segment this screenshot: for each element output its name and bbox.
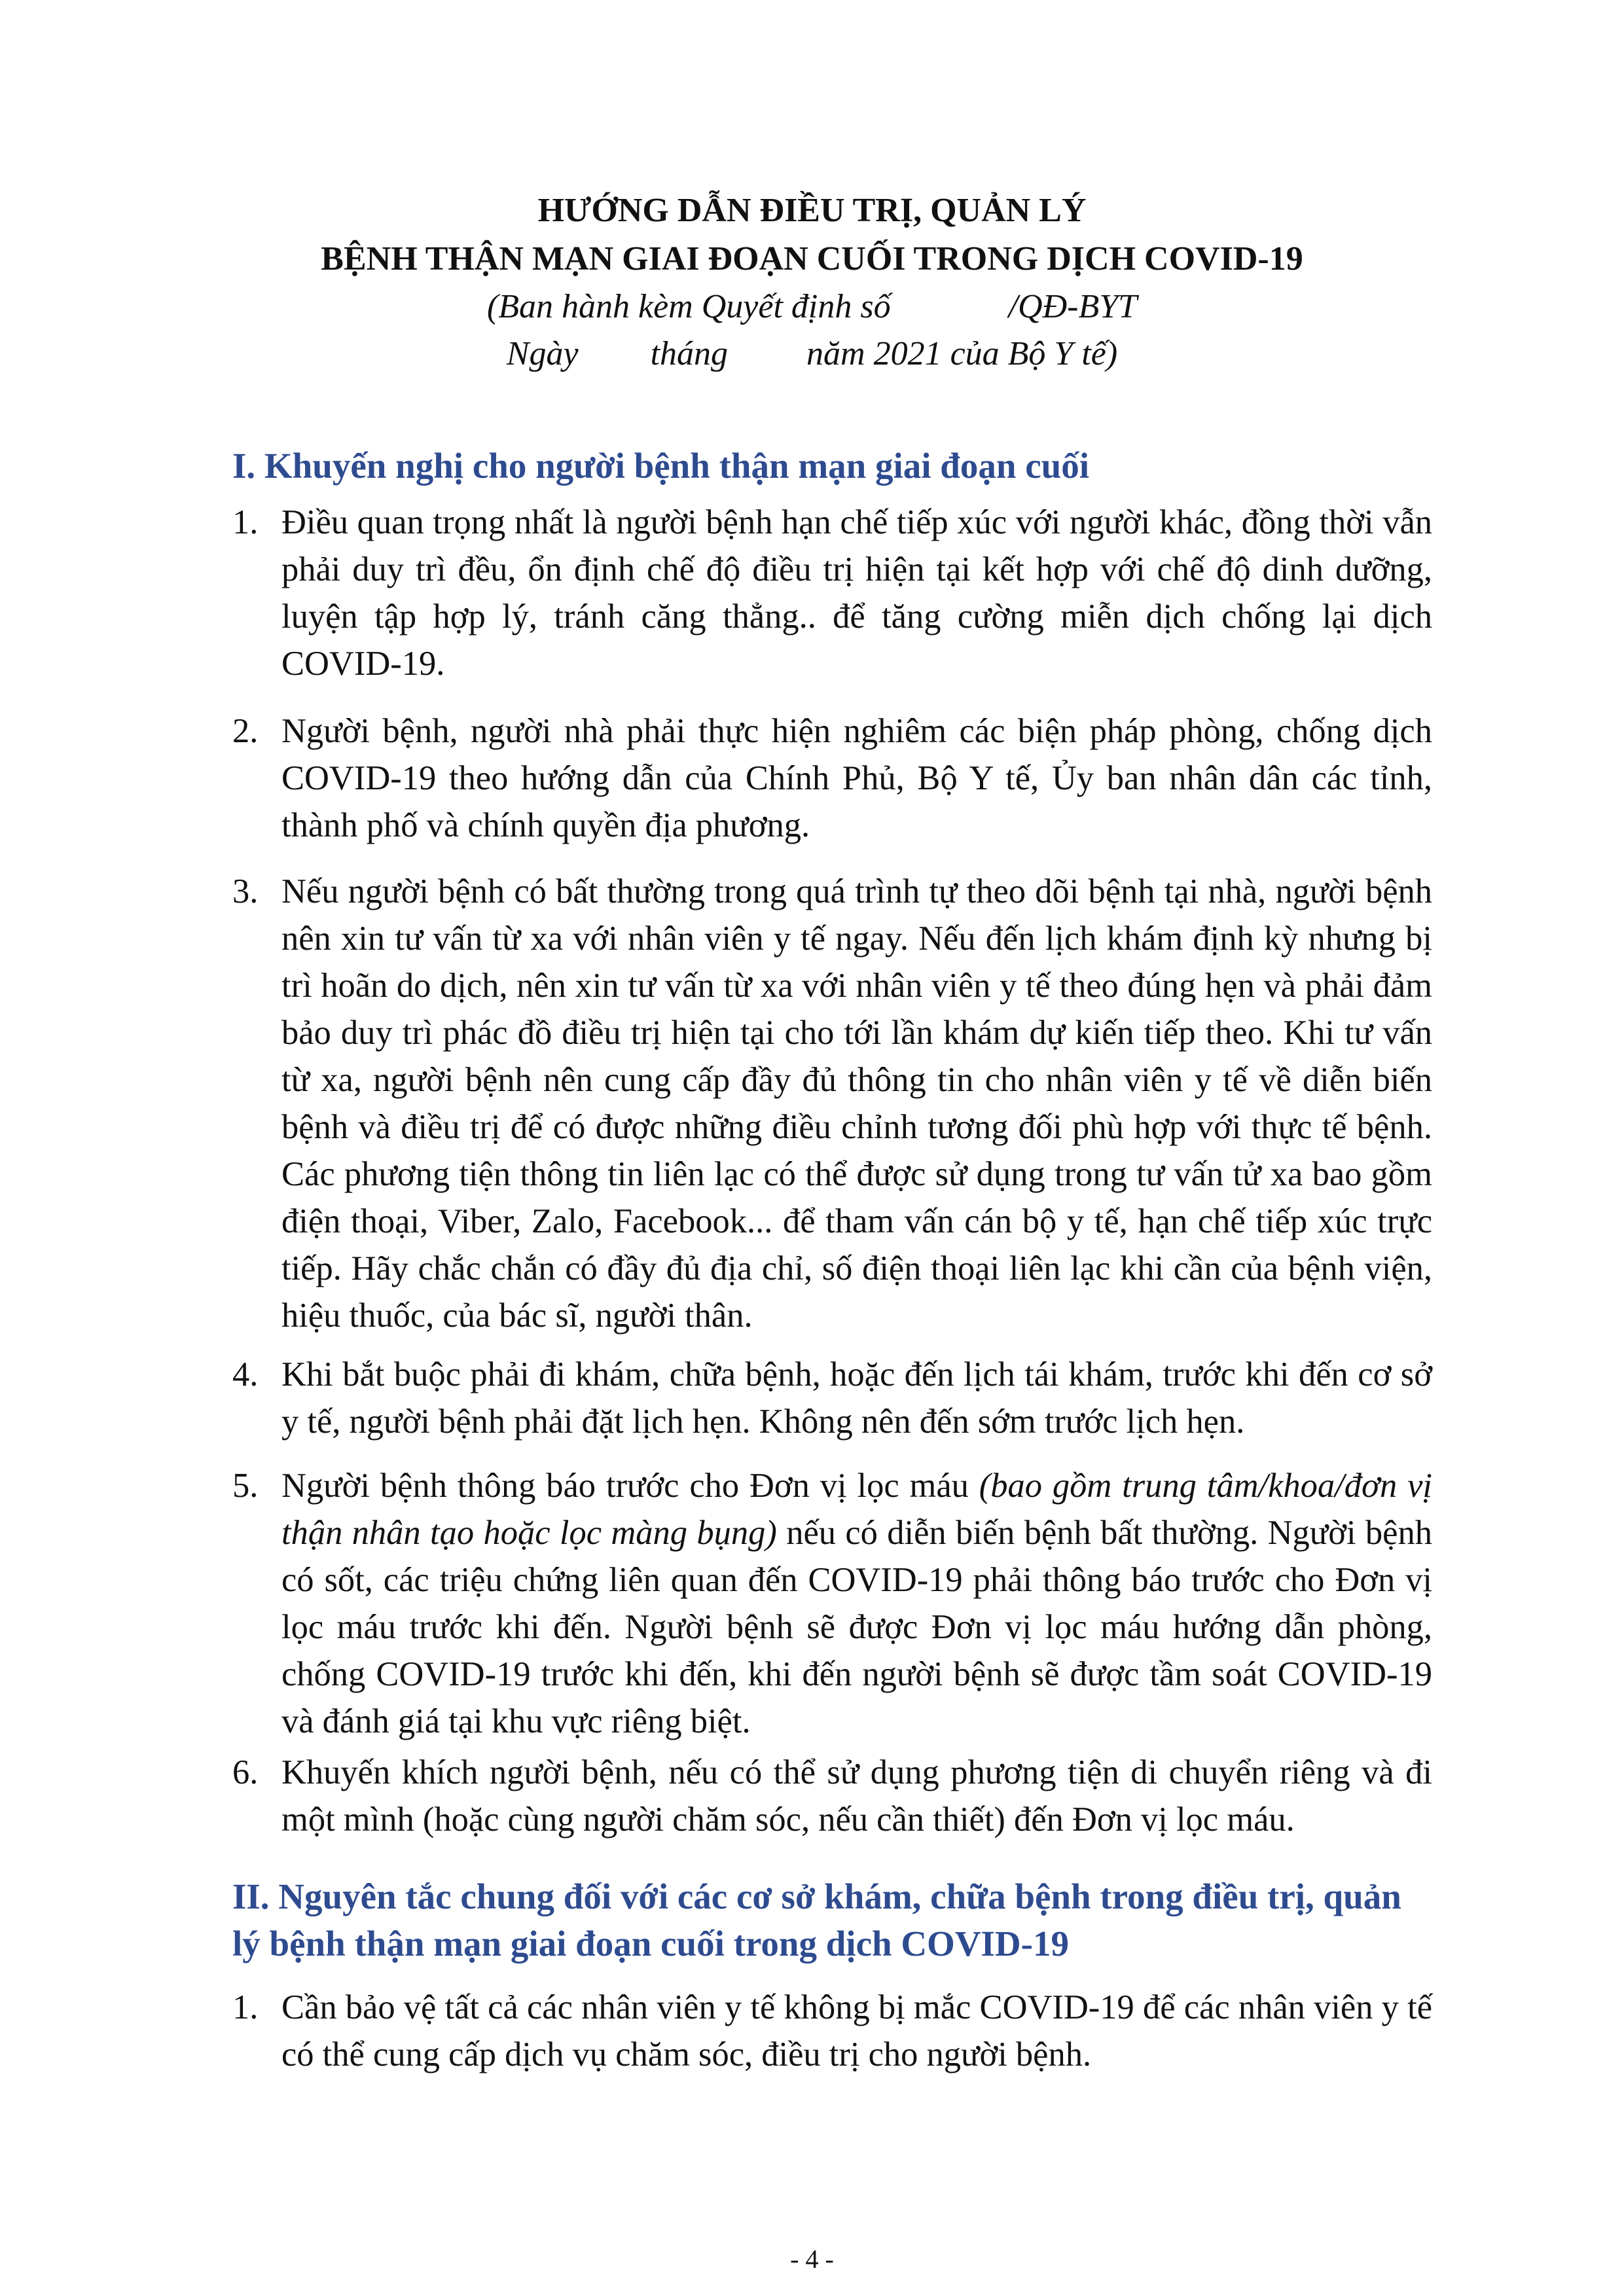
item-text-italic: (bao gồm trung tâm/khoa/đơn vị thận nhân tạo hoặc lọc màng bụng) <box>281 1467 1433 1552</box>
item-text: Người bệnh, người nhà phải thực hiện nghiêm các biện pháp phòng, chống dịch COVID-19 theo hướng dẫn của Chính Phủ, Bộ Y tế, Ủy ban nhân dân các tỉnh, thành phố và chính quyền địa phương. <box>281 712 1432 844</box>
item-text-after: nếu có diễn biến bệnh bất thường. Người bệnh có sốt, các triệu chứng liên quan đến COVID-19 phải thông báo trước cho Đơn vị lọc máu trước khi đến. Người bệnh sẽ được Đơn vị lọc máu hướng dẫn phòng, chống COVID-19 trước khi đến, khi đến người bệnh sẽ được tầm soát COVID-19 và đánh giá tại khu vực riêng biệt. <box>281 1514 1432 1740</box>
item-number: 1. <box>232 1988 259 2026</box>
item-text-before: Người bệnh thông báo trước cho Đơn vị lọc máu <box>281 1467 979 1505</box>
subtitle-line-2 <box>196 331 1428 378</box>
subtitle-decision-code: /QĐ-BYT <box>1008 288 1138 325</box>
section-1-item-6 <box>232 1749 1432 1843</box>
section-1-heading: I. Khuyến nghị cho người bệnh thận mạn giai đoạn cuối <box>232 446 1089 486</box>
item-text <box>281 1462 1432 1745</box>
section-1-item-2 <box>232 708 1432 849</box>
subtitle-day-label: Ngày <box>506 335 579 372</box>
section-1-item-5 <box>232 1462 1432 1745</box>
item-number: 5. <box>232 1467 259 1505</box>
page-number: - 4 - <box>790 2244 834 2274</box>
section-1-item-3 <box>232 868 1432 1339</box>
item-text: Cần bảo vệ tất cả các nhân viên y tế không bị mắc COVID-19 để các nhân viên y tế có thể cung cấp dịch vụ chăm sóc, điều trị cho người bệnh. <box>281 1988 1432 2073</box>
title-line-2: BỆNH THẬN MẠN GIAI ĐOẠN CUỐI TRONG DỊCH COVID-19 <box>321 240 1303 278</box>
subtitle-line-1 <box>196 283 1428 331</box>
item-number: 4. <box>232 1355 259 1393</box>
item-text: Khi bắt buộc phải đi khám, chữa bệnh, hoặc đến lịch tái khám, trước khi đến cơ sở y tế, người bệnh phải đặt lịch hẹn. Không nên đến sớm trước lịch hẹn. <box>281 1355 1432 1441</box>
item-number: 6. <box>232 1753 259 1791</box>
subtitle-decision-label: (Ban hành kèm Quyết định số <box>486 288 891 325</box>
item-number: 2. <box>232 712 259 750</box>
section-2-heading: II. Nguyên tắc chung đối với các cơ sở khám, chữa bệnh trong điều trị, quản lý bệnh thận mạn giai đoạn cuối trong dịch COVID-19 <box>232 1876 1401 1964</box>
document-subtitle <box>196 283 1428 378</box>
subtitle-month-label: tháng <box>650 335 729 372</box>
title-line-1: HƯỚNG DẪN ĐIỀU TRỊ, QUẢN LÝ <box>537 192 1087 229</box>
item-text: Khuyến khích người bệnh, nếu có thể sử dụng phương tiện di chuyển riêng và đi một mình (hoặc cùng người chăm sóc, nếu cần thiết) đến Đơn vị lọc máu. <box>281 1753 1432 1839</box>
item-text: Nếu người bệnh có bất thường trong quá trình tự theo dõi bệnh tại nhà, người bệnh nên xin tư vấn từ xa với nhân viên y tế ngay. Nếu đến lịch khám định kỳ nhưng bị trì hoãn do dịch, nên xin tư vấn từ xa với nhân viên y tế theo đúng hẹn và phải đảm bảo duy trì phác đồ điều trị hiện tại cho tới lần khám dự kiến tiếp theo. Khi tư vấn từ xa, người bệnh nên cung cấp đầy đủ thông tin cho nhân viên y tế về diễn biến bệnh và điều trị để có được những điều chỉnh tương đối phù hợp với thực tế bệnh. Các phương tiện thông tin liên lạc có thể được sử dụng trong tư vấn tử xa bao gồm điện thoại, Viber, Zalo, Facebook... để tham vấn cán bộ y tế, hạn chế tiếp xúc trực tiếp. Hãy chắc chắn có đầy đủ địa chỉ, số điện thoại liên lạc khi cần của bệnh viện, hiệu thuốc, của bác sĩ, người thân. <box>281 872 1432 1335</box>
document-title <box>196 187 1428 283</box>
item-text: Điều quan trọng nhất là người bệnh hạn chế tiếp xúc với người khác, đồng thời vẫn phải duy trì đều, ổn định chế độ điều trị hiện tại kết hợp với chế độ dinh dưỡng, luyện tập hợp lý, tránh căng thẳng.. để tăng cường miễn dịch chống lại dịch COVID-19. <box>281 503 1432 683</box>
item-number: 3. <box>232 872 259 910</box>
subtitle-year-issuer: năm 2021 của Bộ Y tế) <box>806 335 1118 372</box>
section-1-item-1 <box>232 499 1432 687</box>
item-number: 1. <box>232 503 259 541</box>
section-2-item-1 <box>232 1984 1432 2078</box>
section-1-item-4 <box>232 1351 1432 1445</box>
